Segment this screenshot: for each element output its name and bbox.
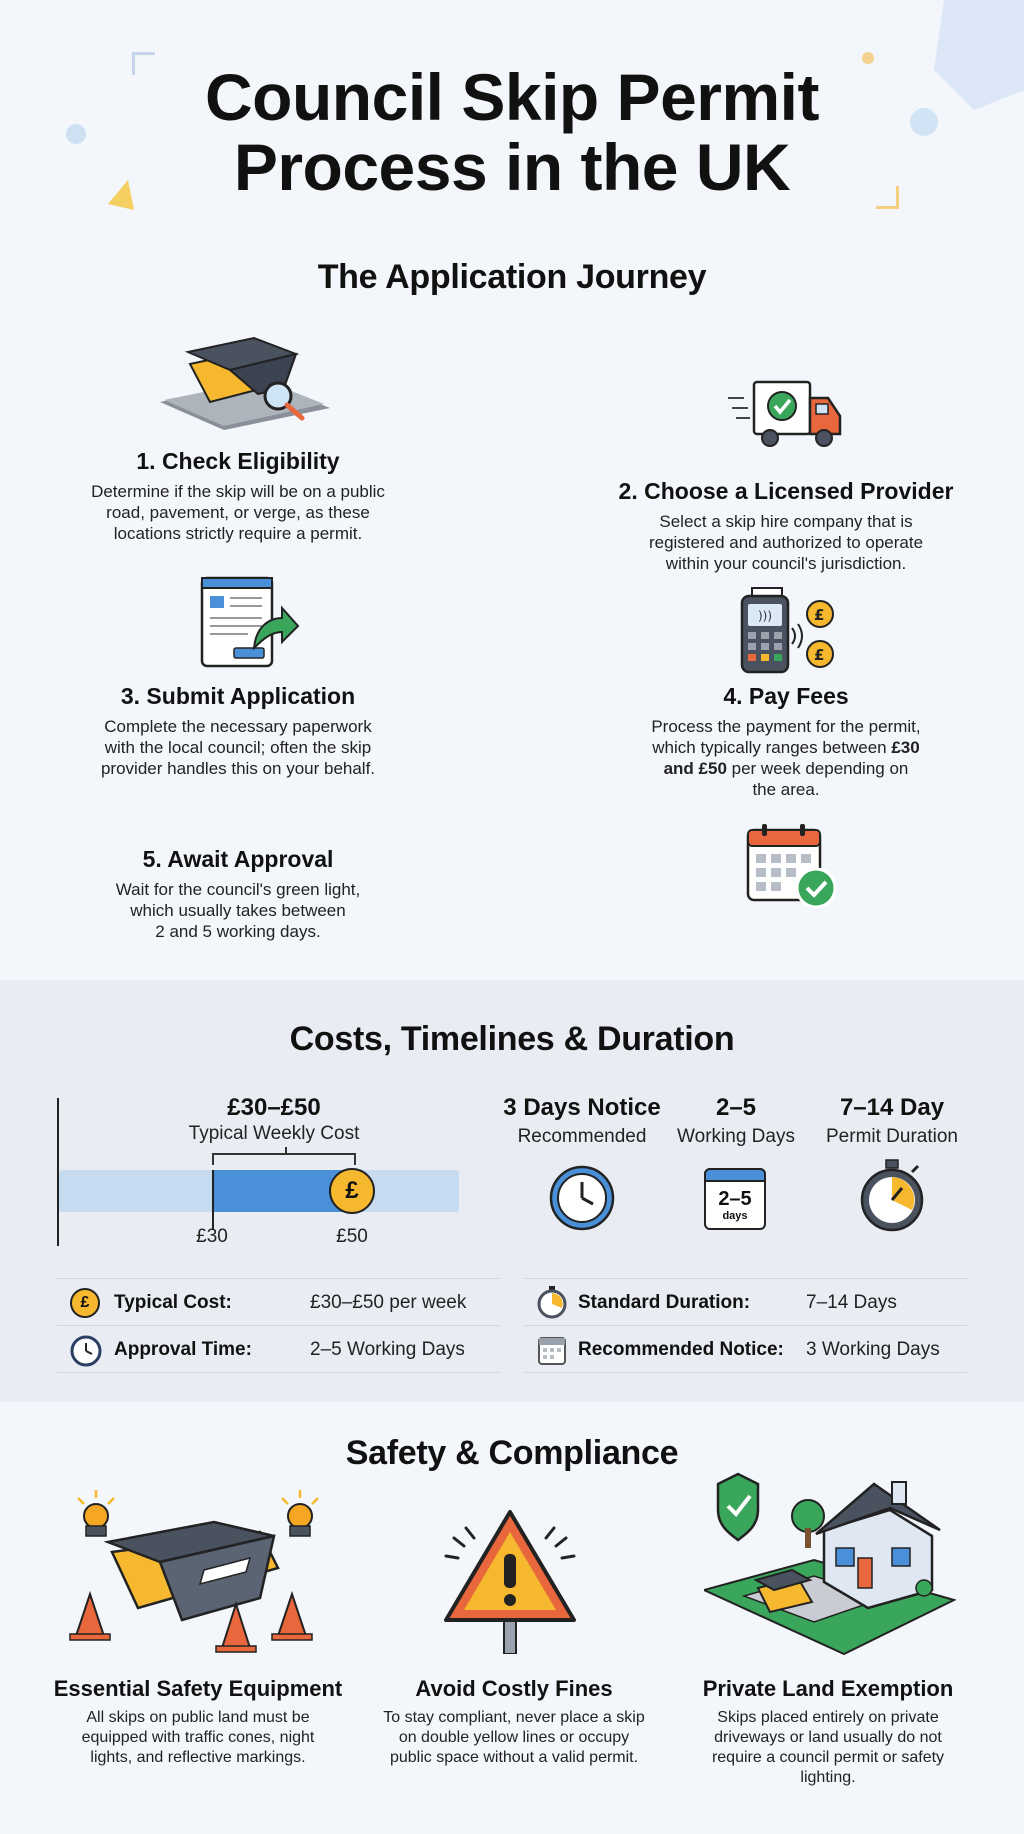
range-value: £30–£50 — [227, 1094, 321, 1121]
safety-heading: Safety & Compliance — [345, 1434, 679, 1472]
step-3-desc-line: with the local council; often the skip — [104, 738, 372, 757]
safety-desc-line: public space without a valid permit. — [389, 1749, 639, 1766]
safety-desc-line: lighting. — [800, 1769, 856, 1786]
range-max-label: £50 — [336, 1226, 368, 1247]
delivery-truck-icon — [726, 376, 846, 461]
table-row-value: £30–£50 per week — [310, 1292, 467, 1313]
stopwatch-icon — [858, 1158, 926, 1239]
table-divider — [57, 1325, 499, 1326]
stat-notice-value: 3 Days Notice — [503, 1094, 661, 1121]
step-4-title: 4. Pay Fees — [723, 683, 849, 709]
calendar-icon-text: 2–5 — [718, 1188, 752, 1210]
table-row-label: Typical Cost: — [114, 1292, 232, 1313]
step-4-desc-line: Process the payment for the permit, — [651, 717, 921, 736]
step-4-desc — [586, 716, 986, 800]
range-bracket-tick — [285, 1147, 287, 1155]
stat-duration-label: Permit Duration — [826, 1126, 958, 1147]
card-terminal-icon — [738, 584, 838, 681]
range-min-marker — [212, 1170, 214, 1230]
calendar-icon — [536, 1334, 568, 1371]
step-1-title: 1. Check Eligibility — [136, 448, 340, 474]
calendar-icon — [702, 1162, 770, 1232]
safety-desc-line: All skips on public land must be — [86, 1709, 310, 1726]
step-5-desc-line: Wait for the council's green light, — [115, 880, 361, 899]
calendar-check-icon — [744, 822, 840, 915]
step-5-desc — [38, 879, 438, 942]
step-4-desc-bold: and £50 — [663, 759, 727, 778]
stopwatch-icon — [536, 1285, 568, 1324]
skip-magnifier-icon — [154, 330, 334, 435]
stat-approval-label: Working Days — [677, 1126, 795, 1147]
step-4-desc-line — [586, 758, 986, 779]
step-4-desc-text: per week depending on — [726, 759, 909, 778]
safety-item-desc — [660, 1708, 996, 1788]
safety-desc-line: lights, and reflective markings. — [90, 1749, 306, 1766]
table-divider — [525, 1325, 967, 1326]
stat-duration-value: 7–14 Day — [839, 1094, 945, 1121]
table-row-label: Standard Duration: — [578, 1292, 751, 1313]
pound-coin-icon: £ — [329, 1168, 375, 1214]
step-1-desc-line: road, pavement, or verge, as these — [106, 503, 370, 522]
calendar-icon-sub: days — [722, 1210, 748, 1222]
safety-desc-line: equipped with traffic cones, night — [81, 1729, 315, 1746]
table-row-value: 2–5 Working Days — [310, 1339, 465, 1360]
clock-icon — [70, 1335, 102, 1372]
safety-desc-line: To stay compliant, never place a skip — [383, 1709, 645, 1726]
step-2-desc-line: Select a skip hire company that is — [659, 512, 913, 531]
stat-approval — [656, 1094, 816, 1148]
step-2-title: 2. Choose a Licensed Provider — [618, 478, 954, 504]
clock-icon — [548, 1164, 616, 1237]
table-row-label: Recommended Notice: — [578, 1339, 784, 1360]
page-title-line2: Process in the UK — [233, 130, 791, 204]
step-1-desc-line: locations strictly require a permit. — [113, 524, 363, 543]
stat-duration — [808, 1094, 976, 1148]
safety-item-desc — [30, 1708, 366, 1768]
step-5-desc-line: which usually takes between — [130, 901, 346, 920]
table-divider — [57, 1278, 499, 1279]
safety-item-title: Private Land Exemption — [702, 1676, 954, 1701]
costs-heading: Costs, Timelines & Duration — [289, 1020, 735, 1058]
range-bracket — [212, 1153, 356, 1165]
pound-coin-icon: £ — [70, 1288, 100, 1318]
step-2-desc — [586, 511, 986, 574]
step-3-title: 3. Submit Application — [120, 683, 356, 709]
step-3-desc — [38, 716, 438, 779]
range-label: Typical Weekly Cost — [188, 1123, 360, 1144]
svg-text:))): ))) — [758, 609, 773, 623]
svg-text:£: £ — [814, 606, 825, 624]
svg-text:£: £ — [814, 646, 825, 664]
safety-desc-line: on double yellow lines or occupy — [398, 1729, 630, 1746]
step-3-desc-line: provider handles this on your behalf. — [100, 759, 376, 778]
step-2-desc-line: registered and authorized to operate — [648, 533, 924, 552]
table-divider — [57, 1372, 499, 1373]
safety-desc-line: Skips placed entirely on private — [717, 1709, 939, 1726]
safety-item-title: Essential Safety Equipment — [53, 1676, 343, 1701]
table-divider — [525, 1278, 967, 1279]
step-5-desc-line: 2 and 5 working days. — [155, 922, 321, 941]
step-1-desc — [38, 481, 438, 544]
safety-desc-line: driveways or land usually do not — [714, 1729, 942, 1746]
table-row-label: Approval Time: — [114, 1339, 252, 1360]
step-4-desc-line — [586, 737, 986, 758]
table-row-value: 3 Working Days — [806, 1339, 940, 1360]
stat-notice-label: Recommended — [517, 1126, 647, 1147]
safety-item-title: Avoid Costly Fines — [415, 1676, 613, 1701]
stat-approval-value: 2–5 — [715, 1094, 757, 1121]
page-title — [0, 62, 1024, 202]
safety-item-desc — [346, 1708, 682, 1768]
step-4-desc-bold: £30 — [891, 738, 920, 757]
stat-notice — [492, 1094, 672, 1148]
step-4-desc-line: the area. — [752, 780, 820, 799]
step-3-desc-line: Complete the necessary paperwork — [104, 717, 372, 736]
step-1-desc-line: Determine if the skip will be on a public — [91, 482, 385, 501]
house-shield-icon — [704, 1470, 956, 1661]
skip-cones-icon — [64, 1486, 334, 1661]
table-row-value: 7–14 Days — [806, 1292, 897, 1313]
table-divider — [525, 1372, 967, 1373]
step-2-desc-line: within your council's jurisdiction. — [665, 554, 907, 573]
journey-heading: The Application Journey — [317, 258, 707, 296]
step-5-title: 5. Await Approval — [142, 846, 334, 872]
form-submit-icon — [198, 574, 302, 675]
range-min-label: £30 — [196, 1226, 228, 1247]
safety-desc-line: require a council permit or safety — [711, 1749, 945, 1766]
warning-sign-icon — [440, 1508, 580, 1659]
page-title-line1: Council Skip Permit — [205, 60, 819, 134]
step-4-desc-text: which typically ranges between — [652, 738, 892, 757]
